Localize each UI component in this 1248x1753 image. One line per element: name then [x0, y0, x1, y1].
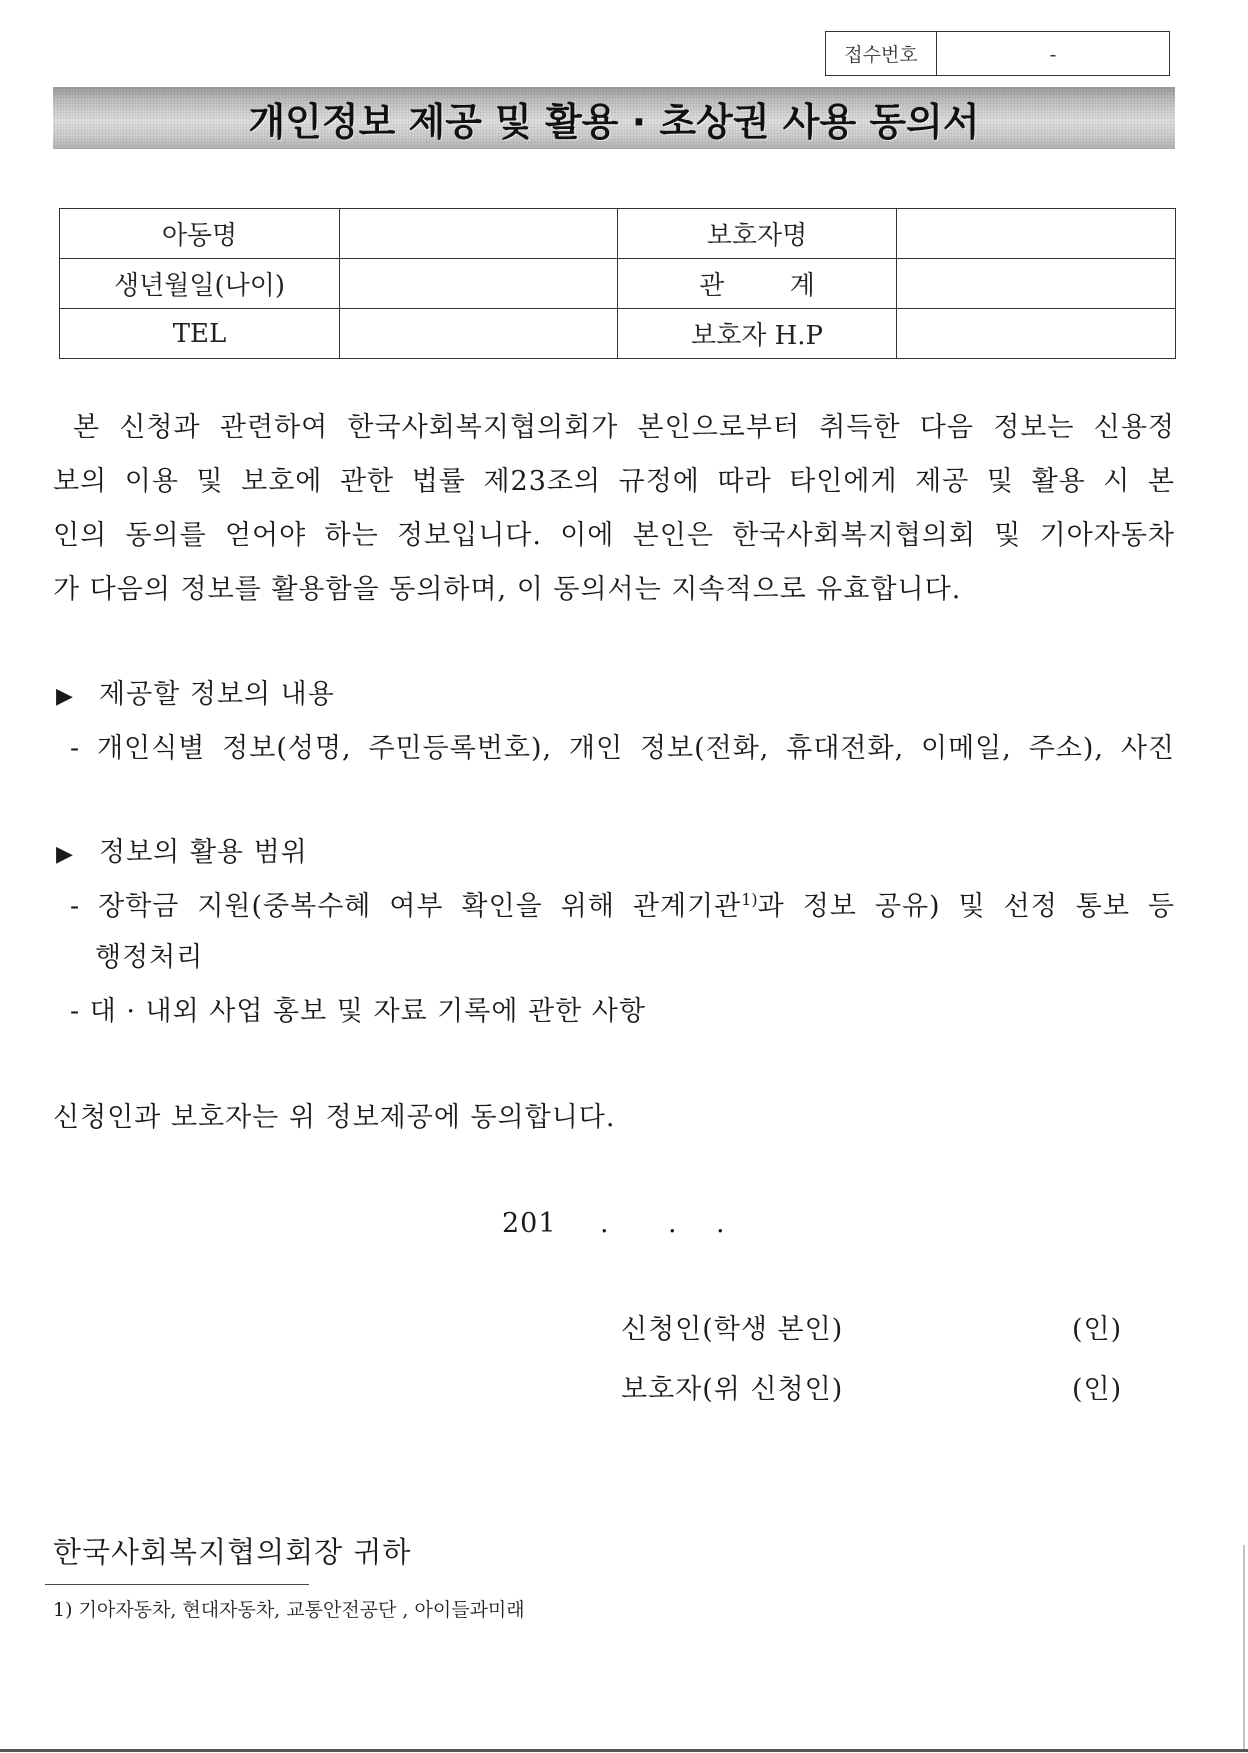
footnote-marker: 1)	[53, 1599, 73, 1621]
section-heading-text: 제공할 정보의 내용	[99, 679, 335, 710]
guardian-phone-field	[897, 309, 1176, 359]
footnote-text: 기아자동차, 현대자동차, 교통안전공단 , 아이들과미래	[78, 1599, 525, 1621]
relationship-field	[897, 259, 1176, 309]
birthdate-age-label: 생년월일(나이)	[60, 259, 340, 309]
birthdate-age-field	[340, 259, 618, 309]
guardian-phone-label: 보호자 H.P	[618, 309, 897, 359]
date-separator: .	[668, 1208, 678, 1239]
scan-edge-bottom	[0, 1749, 1248, 1752]
section-heading-info-content	[56, 668, 335, 724]
table-row	[60, 259, 1176, 309]
usage-item-text-after: 과 정보 공유) 및 선정 통보 등	[757, 891, 1175, 922]
tel-field	[340, 309, 618, 359]
date-year: 201	[502, 1208, 557, 1239]
intro-line: 인의 동의를 얻어야 하는 정보입니다. 이에 본인은 한국사회복지협의회 및 기아자동차	[53, 520, 1175, 551]
intro-line: 보의 이용 및 보호에 관한 법률 제23조의 규정에 따라 타인에게 제공 및 활용 시 본	[53, 466, 1175, 497]
guardian-seal-mark: (인)	[1072, 1374, 1123, 1405]
footnote-reference: 1)	[741, 890, 758, 909]
intro-line: 본 신청과 관련하여 한국사회복지협의회가 본인으로부터 취득한 다음 정보는 신용정	[73, 412, 1175, 443]
applicant-info-table	[59, 208, 1176, 359]
section-heading-text: 정보의 활용 범위	[99, 837, 308, 868]
table-row	[60, 309, 1176, 359]
table-row	[60, 209, 1176, 259]
relationship-label: 관 계	[618, 259, 897, 309]
footnote	[53, 1597, 525, 1623]
usage-item-text-before: - 장학금 지원(중복수혜 여부 확인을 위해 관계기관	[70, 891, 742, 922]
intro-line: 가 다음의 정보를 활용함을 동의하며, 이 동의서는 지속적으로 유효합니다.	[53, 574, 962, 605]
receipt-number-box	[825, 31, 1170, 76]
scan-edge-right	[1243, 1545, 1245, 1749]
title-banner	[53, 87, 1175, 149]
info-content-item: - 개인식별 정보(성명, 주민등록번호), 개인 정보(전화, 휴대전화, 이메일, 주소), 사진	[70, 733, 1175, 764]
applicant-seal-mark: (인)	[1072, 1314, 1123, 1345]
intro-paragraph	[53, 401, 1175, 617]
guardian-name-field	[897, 209, 1176, 259]
receipt-number-label: 접수번호	[826, 32, 937, 75]
child-name-field	[340, 209, 618, 259]
usage-item-scholarship	[70, 880, 1175, 934]
date-separator: .	[716, 1208, 726, 1239]
receipt-number-value: -	[1049, 41, 1057, 66]
applicant-signature-label: 신청인(학생 본인)	[621, 1314, 844, 1345]
document-title: 개인정보 제공 및 활용 · 초상권 사용 동의서	[248, 99, 980, 144]
addressee: 한국사회복지협의회장 귀하	[53, 1535, 412, 1569]
date-separator: .	[600, 1208, 610, 1239]
tel-label: TEL	[60, 309, 340, 359]
triangle-bullet-icon: ▶	[56, 684, 74, 709]
child-name-label: 아동명	[60, 209, 340, 259]
guardian-name-label: 보호자명	[618, 209, 897, 259]
triangle-bullet-icon: ▶	[56, 842, 74, 867]
usage-item-promotion: - 대 · 내외 사업 홍보 및 자료 기록에 관한 사항	[70, 996, 646, 1027]
guardian-signature-label: 보호자(위 신청인)	[621, 1374, 844, 1405]
footnote-divider	[45, 1584, 309, 1585]
agreement-statement: 신청인과 보호자는 위 정보제공에 동의합니다.	[53, 1102, 616, 1133]
usage-item-continuation: 행정처리	[95, 942, 204, 973]
section-heading-usage-scope	[56, 826, 308, 882]
